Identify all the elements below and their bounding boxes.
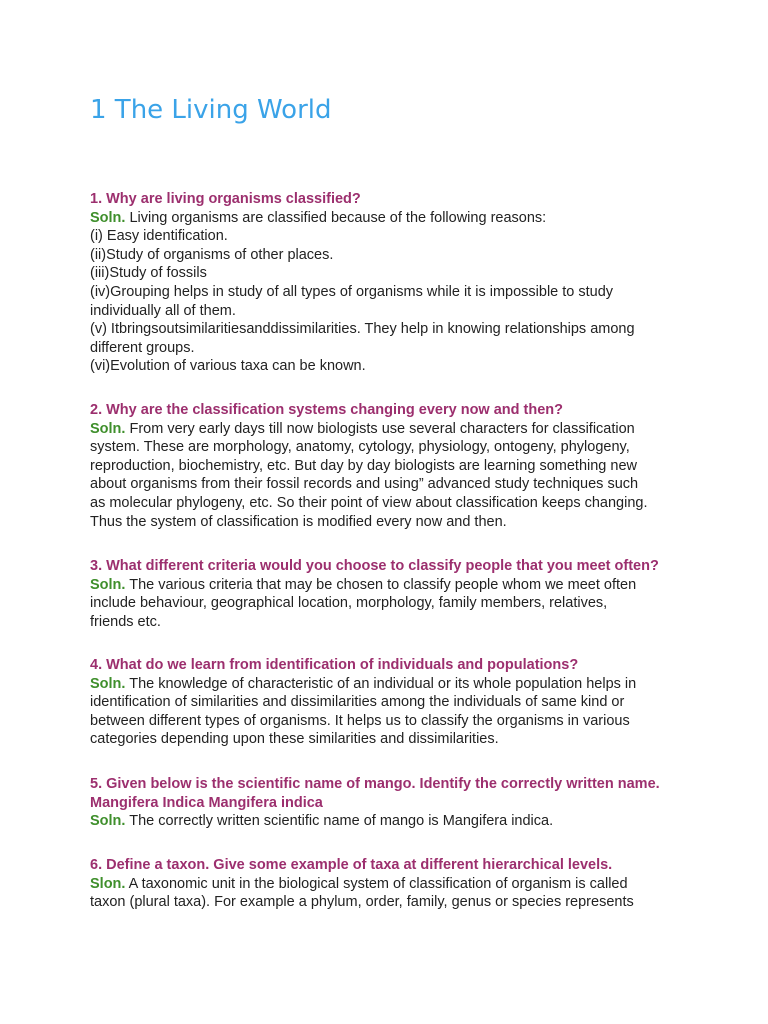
answer-line: identification of similarities and dissimilarities among the individuals of same kind or: [90, 694, 625, 711]
soln-label: Slon.: [90, 875, 126, 892]
qa-block-6: [90, 856, 710, 912]
qa-block-1: [90, 190, 710, 376]
answer-text: The various criteria that may be chosen to classify people whom we meet often: [125, 576, 637, 593]
answer-line: about organisms from their fossil records and using” advanced study techniques such: [90, 476, 639, 493]
answer-line: Thus the system of classification is modified every now and then.: [90, 513, 507, 530]
answer-line: friends etc.: [90, 613, 161, 630]
answer-line: [90, 209, 710, 228]
question-text: Mangifera Indica Mangifera indica: [90, 794, 323, 811]
answer-line: [90, 420, 710, 439]
answer-line: different groups.: [90, 339, 195, 356]
answer-text: The correctly written scientific name of mango is Mangifera indica.: [125, 813, 554, 830]
question-text: 5. Given below is the scientific name of mango. Identify the correctly written name.: [90, 776, 660, 792]
answer-line: taxon (plural taxa). For example a phylum, order, family, genus or species represents: [90, 894, 634, 911]
answer-line: between different types of organisms. It helps us to classify the organisms in various: [90, 712, 630, 729]
question-text: 4. What do we learn from identification of individuals and populations?: [90, 657, 579, 673]
answer-text: A taxonomic unit in the biological system of classification of organism is called: [125, 875, 628, 892]
answer-line: (iii)Study of fossils: [90, 265, 207, 282]
soln-label: Soln.: [90, 576, 126, 593]
answer-text: Living organisms are classified because of the following reasons:: [125, 209, 547, 226]
answer-line: as molecular phylogeny, etc. So their point of view about classification keeps changing.: [90, 494, 648, 511]
answer-line: categories depending upon these similarities and dissimilarities.: [90, 731, 499, 748]
answer-line: include behaviour, geographical location, morphology, family members, relatives,: [90, 595, 608, 612]
question-text: 1. Why are living organisms classified?: [90, 191, 361, 207]
question-text: 6. Define a taxon. Give some example of taxa at different hierarchical levels.: [90, 857, 613, 873]
question-text: 2. Why are the classification systems changing every now and then?: [90, 402, 563, 418]
soln-label: Soln.: [90, 420, 126, 437]
qa-block-2: [90, 401, 710, 531]
answer-text: From very early days till now biologists use several characters for classification: [125, 420, 635, 437]
qa-block-3: [90, 557, 710, 631]
answer-line: reproduction, biochemistry, etc. But day by day biologists are learning something new: [90, 457, 637, 474]
answer-line: [90, 576, 710, 595]
answer-line: (vi)Evolution of various taxa can be known.: [90, 358, 366, 375]
soln-label: Soln.: [90, 675, 126, 692]
answer-line: (i) Easy identification.: [90, 228, 228, 245]
answer-line: (iv)Grouping helps in study of all types of organisms while it is impossible to study: [90, 283, 614, 300]
soln-label: Soln.: [90, 209, 126, 226]
qa-block-4: [90, 656, 710, 749]
answer-text: The knowledge of characteristic of an individual or its whole population helps in: [125, 675, 637, 692]
soln-label: Soln.: [90, 813, 126, 830]
answer-line: (v) Itbringsoutsimilaritiesanddissimilarities. They help in knowing relationships among: [90, 321, 635, 338]
page-title: 1 The Living World: [90, 95, 332, 125]
answer-line: individually all of them.: [90, 302, 236, 319]
answer-line: [90, 812, 710, 831]
answer-line: [90, 675, 710, 694]
question-text: 3. What different criteria would you choose to classify people that you meet often?: [90, 558, 659, 574]
answer-line: [90, 875, 710, 894]
qa-block-5: [90, 775, 710, 831]
answer-line: (ii)Study of organisms of other places.: [90, 246, 334, 263]
answer-line: system. These are morphology, anatomy, cytology, physiology, ontogeny, phylogeny,: [90, 439, 630, 456]
